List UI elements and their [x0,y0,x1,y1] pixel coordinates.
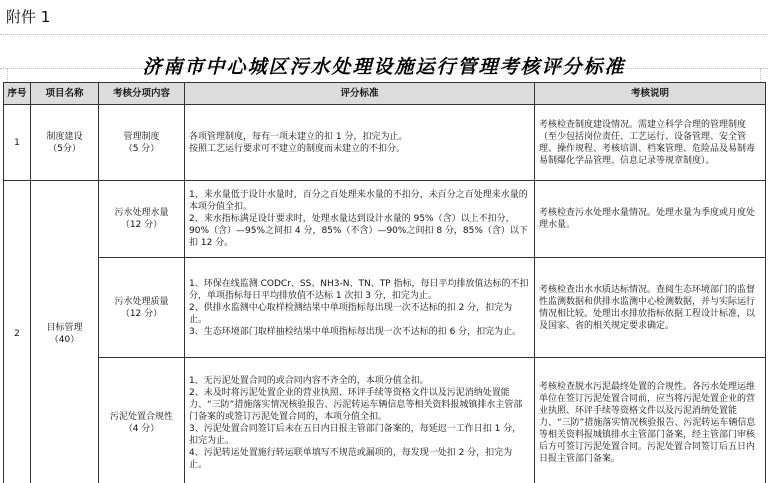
criteria-cell [185,358,535,483]
header-note: 考核说明 [535,83,766,105]
criteria-cell [185,105,535,181]
sub-name: 污泥处置合规性 [109,411,173,422]
table-row [4,358,766,483]
table-row [4,105,766,181]
criteria-cell [185,258,535,358]
header-criteria: 评分标准 [185,83,535,105]
table-row [4,258,766,358]
sub-cell [99,105,185,181]
document-title: 济南市中心城区污水处理设施运行管理考核评分标准 [142,56,626,78]
sub-score: （4 分） [123,423,160,434]
item-cell [31,181,99,483]
criteria-cell [185,181,535,258]
note-cell: 考核检查脱水污泥最终处置的合规性。各污水处理运维单位在签订污泥处置合同前，应当将污泥处置企业的营业执照、环评手续等资格文件以及污泥消纳处置能力、“三防”措施落实情况核验报告、污泥转运车辆信息等相关资料报城镇排水主管部门备案，经主管部门审核后方可签订污泥处置合同。污泥处置合同签订后五日内日报主管部门备案。 [535,358,766,483]
note-cell: 考核检查制度建设情况。需建立科学合理的管理制度（至少包括岗位责任、工艺运行、设备管理、安全管理、操作规程、考核培训、档案管理、危险品及易制毒易制爆化学品管理、信息记录等规章制度）。 [535,105,766,181]
criteria-line: 3、污泥处置合同签订后未在五日内日报主管部门备案的，每延迟一工作日扣 1 分，扣完为止。 [189,423,522,446]
item-name: 目标管理 [46,323,83,333]
sub-score: （12 分） [120,220,163,230]
sub-name: 管理制度 [123,131,160,142]
attachment-label: 附件 1 [6,8,51,26]
table-header-row [4,83,766,105]
criteria-line: 4、污泥转运处置施行转运联单填写不规范或漏项的，每发现一处扣 2 分，扣完为止。 [189,447,513,470]
header-item: 项目名称 [31,83,99,105]
ruler-guide-top [0,34,768,35]
note-cell: 考核检查污水处理水量情况。处理水量为季度或月度处理水量。 [535,181,766,258]
sub-score: （5 分） [123,143,160,154]
table-row [4,181,766,258]
criteria-line: 按照工艺运行要求可不建立的制度而未建立的不扣分。 [189,143,406,154]
criteria-line: 2、未及时将污泥处置企业的营业执照、环评手续等资格文件以及污泥消纳处置能力、“三防”措施落实情况核验报告、污泥转运车辆信息等相关资料报城镇排水主管部门备案的或签订污泥处置合同的，本项分值全扣。 [189,387,523,422]
header-sub: 考核分项内容 [99,83,185,105]
scoring-table [3,82,766,483]
sub-name: 污水处理质量 [114,296,169,307]
sub-score: （12 分） [120,308,163,319]
item-score: （5分） [48,143,81,154]
criteria-line: 各项管理制度，每有一项未建立的扣 1 分，扣完为止。 [189,131,408,142]
sub-cell [99,258,185,358]
criteria-line: 1、来水量低于设计水量时，百分之百处理来水量的不扣分，未百分之百处理来水量的本项分值全扣。 [189,190,528,212]
item-cell [31,105,99,181]
sub-cell [99,181,185,258]
item-score: （40） [49,335,80,345]
note-cell: 考核检查出水水质达标情况。查阅生态环境部门的监督性监测数据和供排水监测中心检测数据，并与实际运行情况相比较。处理出水排放指标依据工程设计标准，以及国家、省的相关规定要求确定。 [535,258,766,358]
criteria-line: 2、来水指标满足设计要求时，处理水量达到设计水量的 95%（含）以上不扣分，90%（含）—95%之间扣 4 分，85%（不含）—90%之间扣 8 分，85%（含）以下扣 12 分。 [189,214,528,248]
row-seq: 1 [4,105,31,181]
row-seq: 2 [4,181,31,483]
sub-name: 污水处理水量 [114,208,169,218]
criteria-line: 1、无污泥处置合同的或合同内容不齐全的，本项分值全扣。 [189,375,429,386]
header-seq: 序号 [4,83,31,105]
criteria-line: 2、供排水监测中心取样检测结果中单项指标每出现一次不达标的扣 2 分，扣完为止。 [189,302,513,325]
sub-cell [99,358,185,483]
criteria-line: 1、环保在线监测 CODCr、SS、NH3-N、TN、TP 指标，每日平均排放值达标的不扣分，单项指标每日平均排放值不达标 1 次扣 3 分，扣完为止。 [189,278,529,301]
item-name: 制度建设 [46,131,83,142]
criteria-line: 3、生态环境部门取样抽检结果中单项指标每出现一次不达标的扣 6 分，扣完为止。 [189,326,522,337]
